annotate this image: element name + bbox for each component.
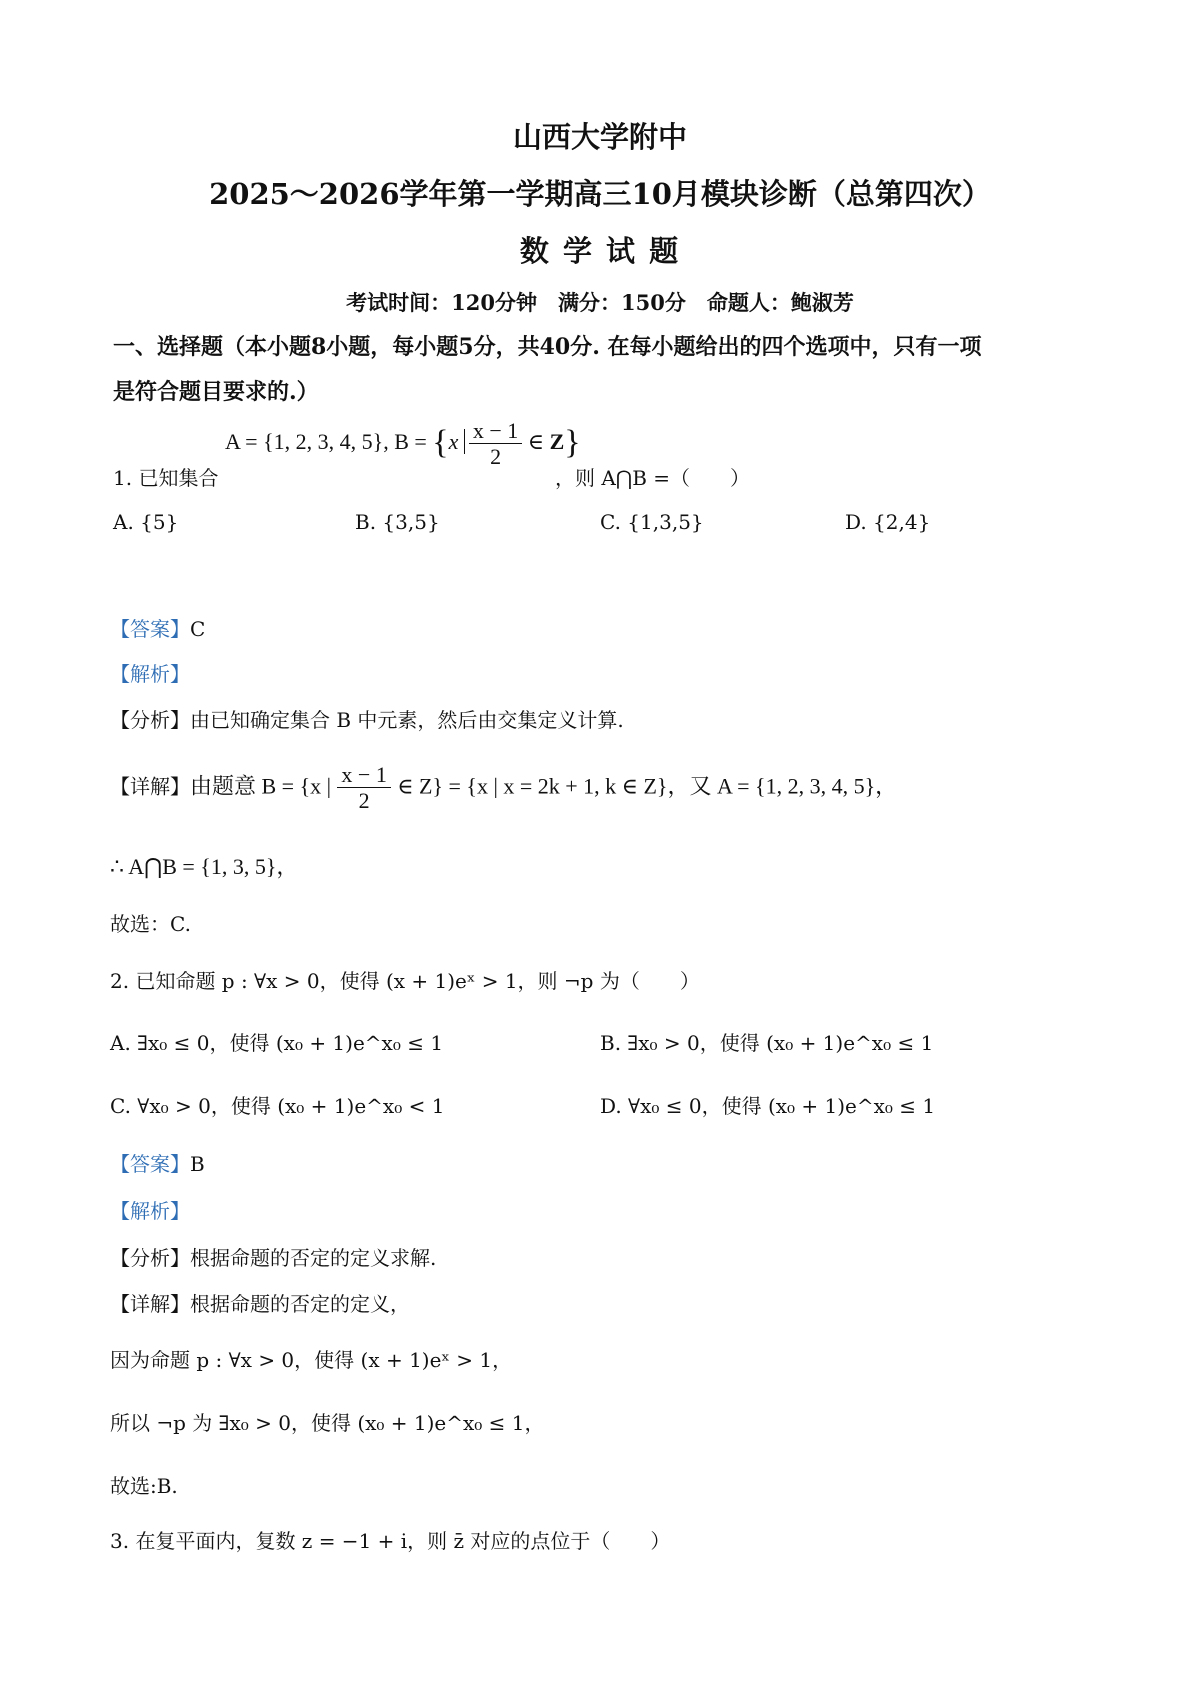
q2-xiangjie xyxy=(110,1288,410,1317)
q1-option-a: A. {5} xyxy=(113,510,179,534)
section-heading-line2: 是符合题目要求的.） xyxy=(113,379,319,405)
q1-fenxi-tag: 【分析】 xyxy=(110,708,190,732)
q2-line2: 因为命题 p : ∀x > 0，使得 (x + 1)eˣ > 1， xyxy=(110,1348,513,1372)
q1-xiangjie xyxy=(110,762,897,814)
q2-answer-value: B xyxy=(190,1152,205,1176)
q2-stem: 2. 已知命题 p : ∀x > 0，使得 (x + 1)eˣ > 1，则 ¬p 为（ ） xyxy=(110,969,700,993)
subject-title: 数 学 试 题 xyxy=(519,234,681,268)
q1-brace-close: } xyxy=(564,423,581,461)
q1-xiangjie-tag: 【详解】 xyxy=(110,774,190,799)
q2-option-d: D. ∀x₀ ≤ 0，使得 (x₀ + 1)e^x₀ ≤ 1 xyxy=(600,1094,936,1118)
q2-line3: 所以 ¬p 为 ∃x₀ > 0，使得 (x₀ + 1)e^x₀ ≤ 1， xyxy=(110,1411,545,1435)
q1-xiangjie-fraction: $\frac{x - 1}{2}$ xyxy=(337,762,390,814)
q1-prefix: 1. 已知集合 xyxy=(113,466,219,490)
q1-choice: 故选：C. xyxy=(110,912,191,936)
q2-option-b: B. ∃x₀ > 0，使得 (x₀ + 1)e^x₀ ≤ 1 xyxy=(600,1031,934,1055)
q1-frac-num: x − 1 xyxy=(469,418,522,444)
q2-option-a: A. ∃x₀ ≤ 0，使得 (x₀ + 1)e^x₀ ≤ 1 xyxy=(110,1031,444,1055)
q2-xiangjie-tag: 【详解】 xyxy=(110,1292,190,1316)
q1-suffix: ，则 A⋂B =（ ） xyxy=(555,466,751,490)
q1-xiangjie-pre: 由题意 B = {x | xyxy=(190,773,332,799)
q1-analysis-tag: 【解析】 xyxy=(110,662,190,686)
q1-option-d: D. {2,4} xyxy=(845,510,931,534)
school-name: 山西大学附中 xyxy=(512,120,687,154)
q2-analysis-tag: 【解析】 xyxy=(110,1199,190,1223)
q2-answer-tag: 【答案】 xyxy=(110,1152,190,1176)
q1-option-b: B. {3,5} xyxy=(355,510,440,534)
exam-info: 考试时间：120分钟 满分：150分 命题人：鲍淑芳 xyxy=(346,290,854,315)
q1-brace-open: { xyxy=(432,423,449,461)
q1-fenxi xyxy=(110,704,624,733)
q2-xiangjie-text: 根据命题的否定的定义， xyxy=(190,1292,410,1316)
q2-fenxi-tag: 【分析】 xyxy=(110,1246,190,1270)
q2-fenxi-text: 根据命题的否定的定义求解. xyxy=(190,1246,437,1270)
q1-conclusion: ∴ A⋂B = {1, 3, 5}， xyxy=(110,854,299,879)
q1-fraction xyxy=(469,418,522,470)
q1-fenxi-text: 由已知确定集合 B 中元素，然后由交集定义计算. xyxy=(190,708,624,732)
q1-option-c: C. {1,3,5} xyxy=(600,510,704,534)
q1-frac-den: 2 xyxy=(490,444,502,470)
q1-sets: A = {1, 2, 3, 4, 5}, B = {x $\frac{x - 1}{2}$ ∈ Z} xyxy=(225,418,581,470)
q2-choice: 故选:B. xyxy=(110,1474,178,1498)
q1-set-a: A = {1, 2, 3, 4, 5}, B = xyxy=(225,428,427,454)
q1-answer-value: C xyxy=(190,617,206,641)
q1-xiangjie-post: ∈ Z} = {x | x = 2k + 1, k ∈ Z}，又 A = {1, 2, 3, 4, 5}， xyxy=(397,773,898,799)
q2-answer xyxy=(110,1148,205,1177)
exam-title: 2025～2026学年第一学期高三10月模块诊断（总第四次） xyxy=(209,177,991,211)
q1-answer xyxy=(110,613,205,642)
q2-option-c: C. ∀x₀ > 0，使得 (x₀ + 1)e^x₀ < 1 xyxy=(110,1094,445,1118)
q2-fenxi xyxy=(110,1242,436,1271)
q1-answer-tag: 【答案】 xyxy=(110,617,190,641)
q3-stem: 3. 在复平面内，复数 z = −1 + i，则 z̄ 对应的点位于（ ） xyxy=(110,1529,671,1553)
section-heading-line1: 一、选择题（本小题8小题，每小题5分，共40分. 在每小题给出的四个选项中，只有一项 xyxy=(113,334,982,360)
